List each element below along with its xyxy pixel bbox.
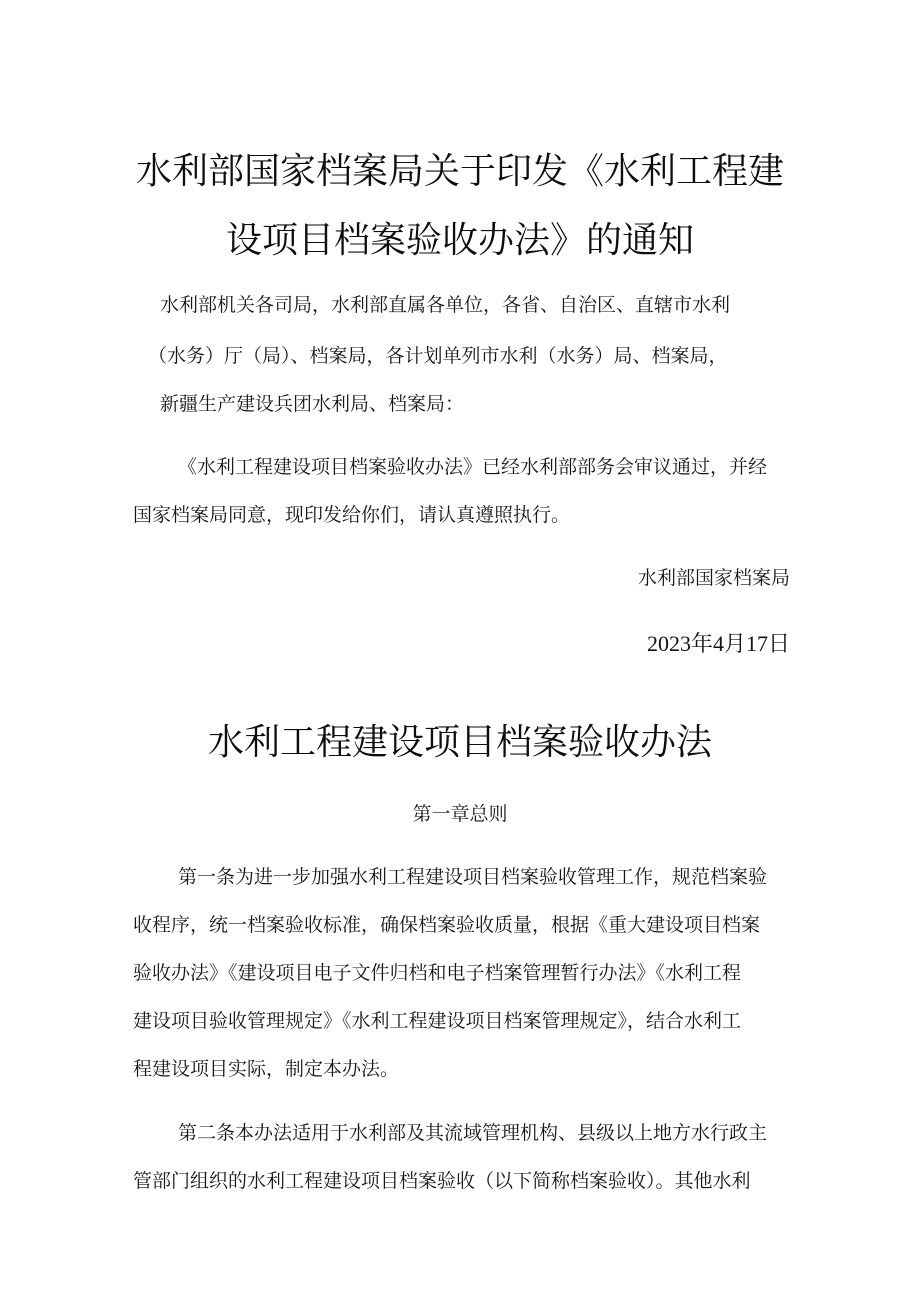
article-1-line-1: 第一条为进一步加强水利工程建设项目档案验收管理工作，规范档案验 [178,866,768,888]
article-1-line-2: 收程序，统一档案验收标准，确保档案验收质量，根据《重大建设项目档案 [133,914,761,936]
article-2-line-1: 第二条本办法适用于水利部及其流域管理机构、县级以上地方水行政主 [178,1122,768,1144]
chapter-heading: 第一章总则 [412,803,508,825]
article-1-line-3: 验收办法》《建设项目电子文件归档和电子档案管理暂行办法》《水利工程 [133,962,742,984]
article-1-line-5: 程建设项目实际，制定本办法。 [133,1058,400,1080]
issue-date: 2023年4月17日 [646,631,790,656]
signature: 水利部国家档案局 [637,567,790,589]
addressee-line-1: 水利部机关各司局，水利部直属各单位，各省、自治区、直辖市水利 [160,294,731,316]
article-2-line-2: 管部门组织的水利工程建设项目档案验收（以下简称档案验收）。其他水利 [133,1170,751,1192]
notice-body-line-2: 国家档案局同意，现印发给你们，请认真遵照执行。 [133,504,571,526]
addressee-line-2: （水务）厅（局）、档案局，各计划单列市水利（水务）局、档案局， [148,345,728,367]
regulation-title: 水利工程建设项目档案验收办法 [207,722,712,763]
notice-title-line-1: 水利部国家档案局关于印发《水利工程建 [135,151,784,192]
addressee-line-3: 新疆生产建设兵团水利局、档案局： [160,393,465,415]
notice-title-line-2: 设项目档案验收办法》的通知 [225,220,694,261]
article-1-line-4: 建设项目验收管理规定》《水利工程建设项目档案管理规定》，结合水利工 [133,1010,742,1032]
notice-body-line-1: 《水利工程建设项目档案验收办法》已经水利部部务会审议通过，并经 [178,456,768,478]
